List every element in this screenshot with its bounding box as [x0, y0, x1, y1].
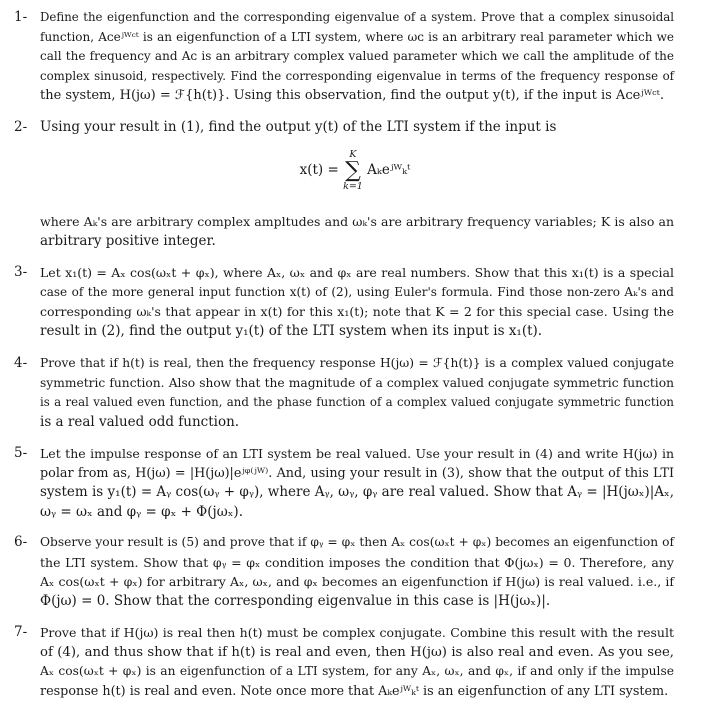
problem-text: [40, 263, 674, 341]
text-line: the LTI system. Show that φᵧ = φₓ condition imposes the condition that Φ(jωₓ) = 0. Therefore, any: [40, 554, 674, 570]
text-line: response h(t) is real and even. Note once more that Aₖeʲᵂₖᵗ is an eigenfunction of any LTI system.: [40, 683, 669, 699]
problem-number: 3-: [14, 264, 28, 280]
problem-number: 4-: [14, 355, 28, 371]
sum-equation: [0, 150, 710, 191]
text-line: Prove that if H(jω) is real then h(t) must be complex conjugate. Combine this result with the result: [40, 625, 674, 640]
summation: [343, 150, 363, 191]
text-line: system is y₁(t) = Aᵧ cos(ωᵧ + φᵧ), where Aᵧ, ωᵧ, φᵧ are real valued. Show that Aᵧ = |H(jωₓ)|Aₓ,: [40, 484, 675, 501]
text-line: is a real valued odd function.: [40, 413, 240, 430]
problem-number: 1-: [14, 9, 28, 25]
text-line: the system, H(jω) = ℱ{h(t)}. Using this observation, find the output y(t), if the input is Aᴄeʲᵂᶜᵗ.: [40, 88, 664, 104]
problem-number: 7-: [14, 624, 28, 640]
text-line: complex sinusoid, respectively. Find the corresponding eigenvalue in terms of the frequency response of: [40, 68, 674, 83]
text-line: symmetric function. Also show that the magnitude of a complex valued conjugate symmetric function: [40, 375, 674, 390]
text-line: Using your result in (1), find the output y(t) of the LTI system if the input is: [40, 119, 557, 135]
text-line: corresponding ωₖ's that appear in x(t) for this x₁(t); note that K = 2 for this special case. Using the: [40, 304, 674, 320]
problem-text: [40, 212, 674, 251]
text-line: is a real valued even function, and the phase function of a complex valued conjugate symmetric function: [40, 395, 674, 410]
text-line: Define the eigenfunction and the corresponding eigenvalue of a system. Prove that a complex sinusoidal: [40, 10, 674, 24]
text-line: Φ(jω) = 0. Show that the corresponding eigenvalue in this case is |H(jωₓ)|.: [40, 592, 551, 609]
text-line: where Aₖ's are arbitrary complex ampltudes and ωₖ's are arbitrary frequency variables; K is also an: [40, 214, 674, 229]
text-line: Let the impulse response of an LTI system be real valued. Use your result in (4) and write H(jω) in: [40, 446, 674, 461]
sum-upper-limit: K: [349, 149, 357, 160]
text-line: Observe your result is (5) and prove that if φᵧ = φₓ then Aₓ cos(ωₓt + φₓ) becomes an eigenfunction of: [40, 535, 674, 549]
equation-term: Aₖeʲᵂₖᵗ: [367, 162, 411, 178]
problem-number: 6-: [14, 534, 28, 550]
problem-text: [40, 354, 674, 432]
text-line: of (4), and thus show that if h(t) is real and even, then H(jω) is also real and even. As you see,: [40, 644, 674, 660]
text-line: call the frequency and Aᴄ is an arbitrary complex valued parameter which we call the amplitude of the: [40, 49, 674, 64]
text-line: polar from as, H(jω) = |H(jω)|eʲᵠ⁽ʲᵂ⁾. And, using your result in (3), show that the output of this LTI: [40, 465, 674, 481]
problem-number: 2-: [14, 119, 28, 135]
equation-lhs: x(t) =: [299, 162, 339, 178]
sum-lower-limit: k=1: [343, 180, 363, 192]
text-line: ωᵧ = ωₓ and φᵧ = φₓ + Φ(jωₓ).: [40, 503, 243, 520]
problem-number: 5-: [14, 445, 28, 461]
text-line: Prove that if h(t) is real, then the frequency response H(jω) = ℱ{h(t)} is a complex valued conjugate: [40, 356, 674, 370]
sigma-symbol: ∑: [345, 157, 361, 183]
problem-text: [40, 533, 674, 611]
problem-text: [40, 623, 674, 701]
problem-text: [40, 8, 674, 106]
text-line: arbitrary positive integer.: [40, 232, 216, 249]
problem-text: [40, 118, 674, 138]
text-line: Let x₁(t) = Aₓ cos(ωₓt + φₓ), where Aₓ, ωₓ and φₓ are real numbers. Show that this x₁(t) is a special: [40, 265, 674, 280]
text-line: Aₓ cos(ωₓt + φₓ) for arbitrary Aₓ, ωₓ, and φₓ becomes an eigenfunction if H(jω) is real valued. i.e., if: [40, 574, 674, 590]
problem-text: [40, 444, 674, 522]
text-line: case of the more general input function x(t) of (2), using Euler's formula. Find those non-zero Aₖ's and: [40, 284, 674, 299]
text-line: Aₓ cos(ωₓt + φₓ) is an eigenfunction of a LTI system, for any Aₓ, ωₓ, and φₓ, if and only if the impulse: [40, 664, 674, 679]
text-line: function, Aᴄeʲᵂᶜᵗ is an eigenfunction of a LTI system, where ωᴄ is an arbitrary real parameter which we: [40, 29, 674, 44]
text-line: result in (2), find the output y₁(t) of the LTI system when its input is x₁(t).: [40, 322, 543, 339]
